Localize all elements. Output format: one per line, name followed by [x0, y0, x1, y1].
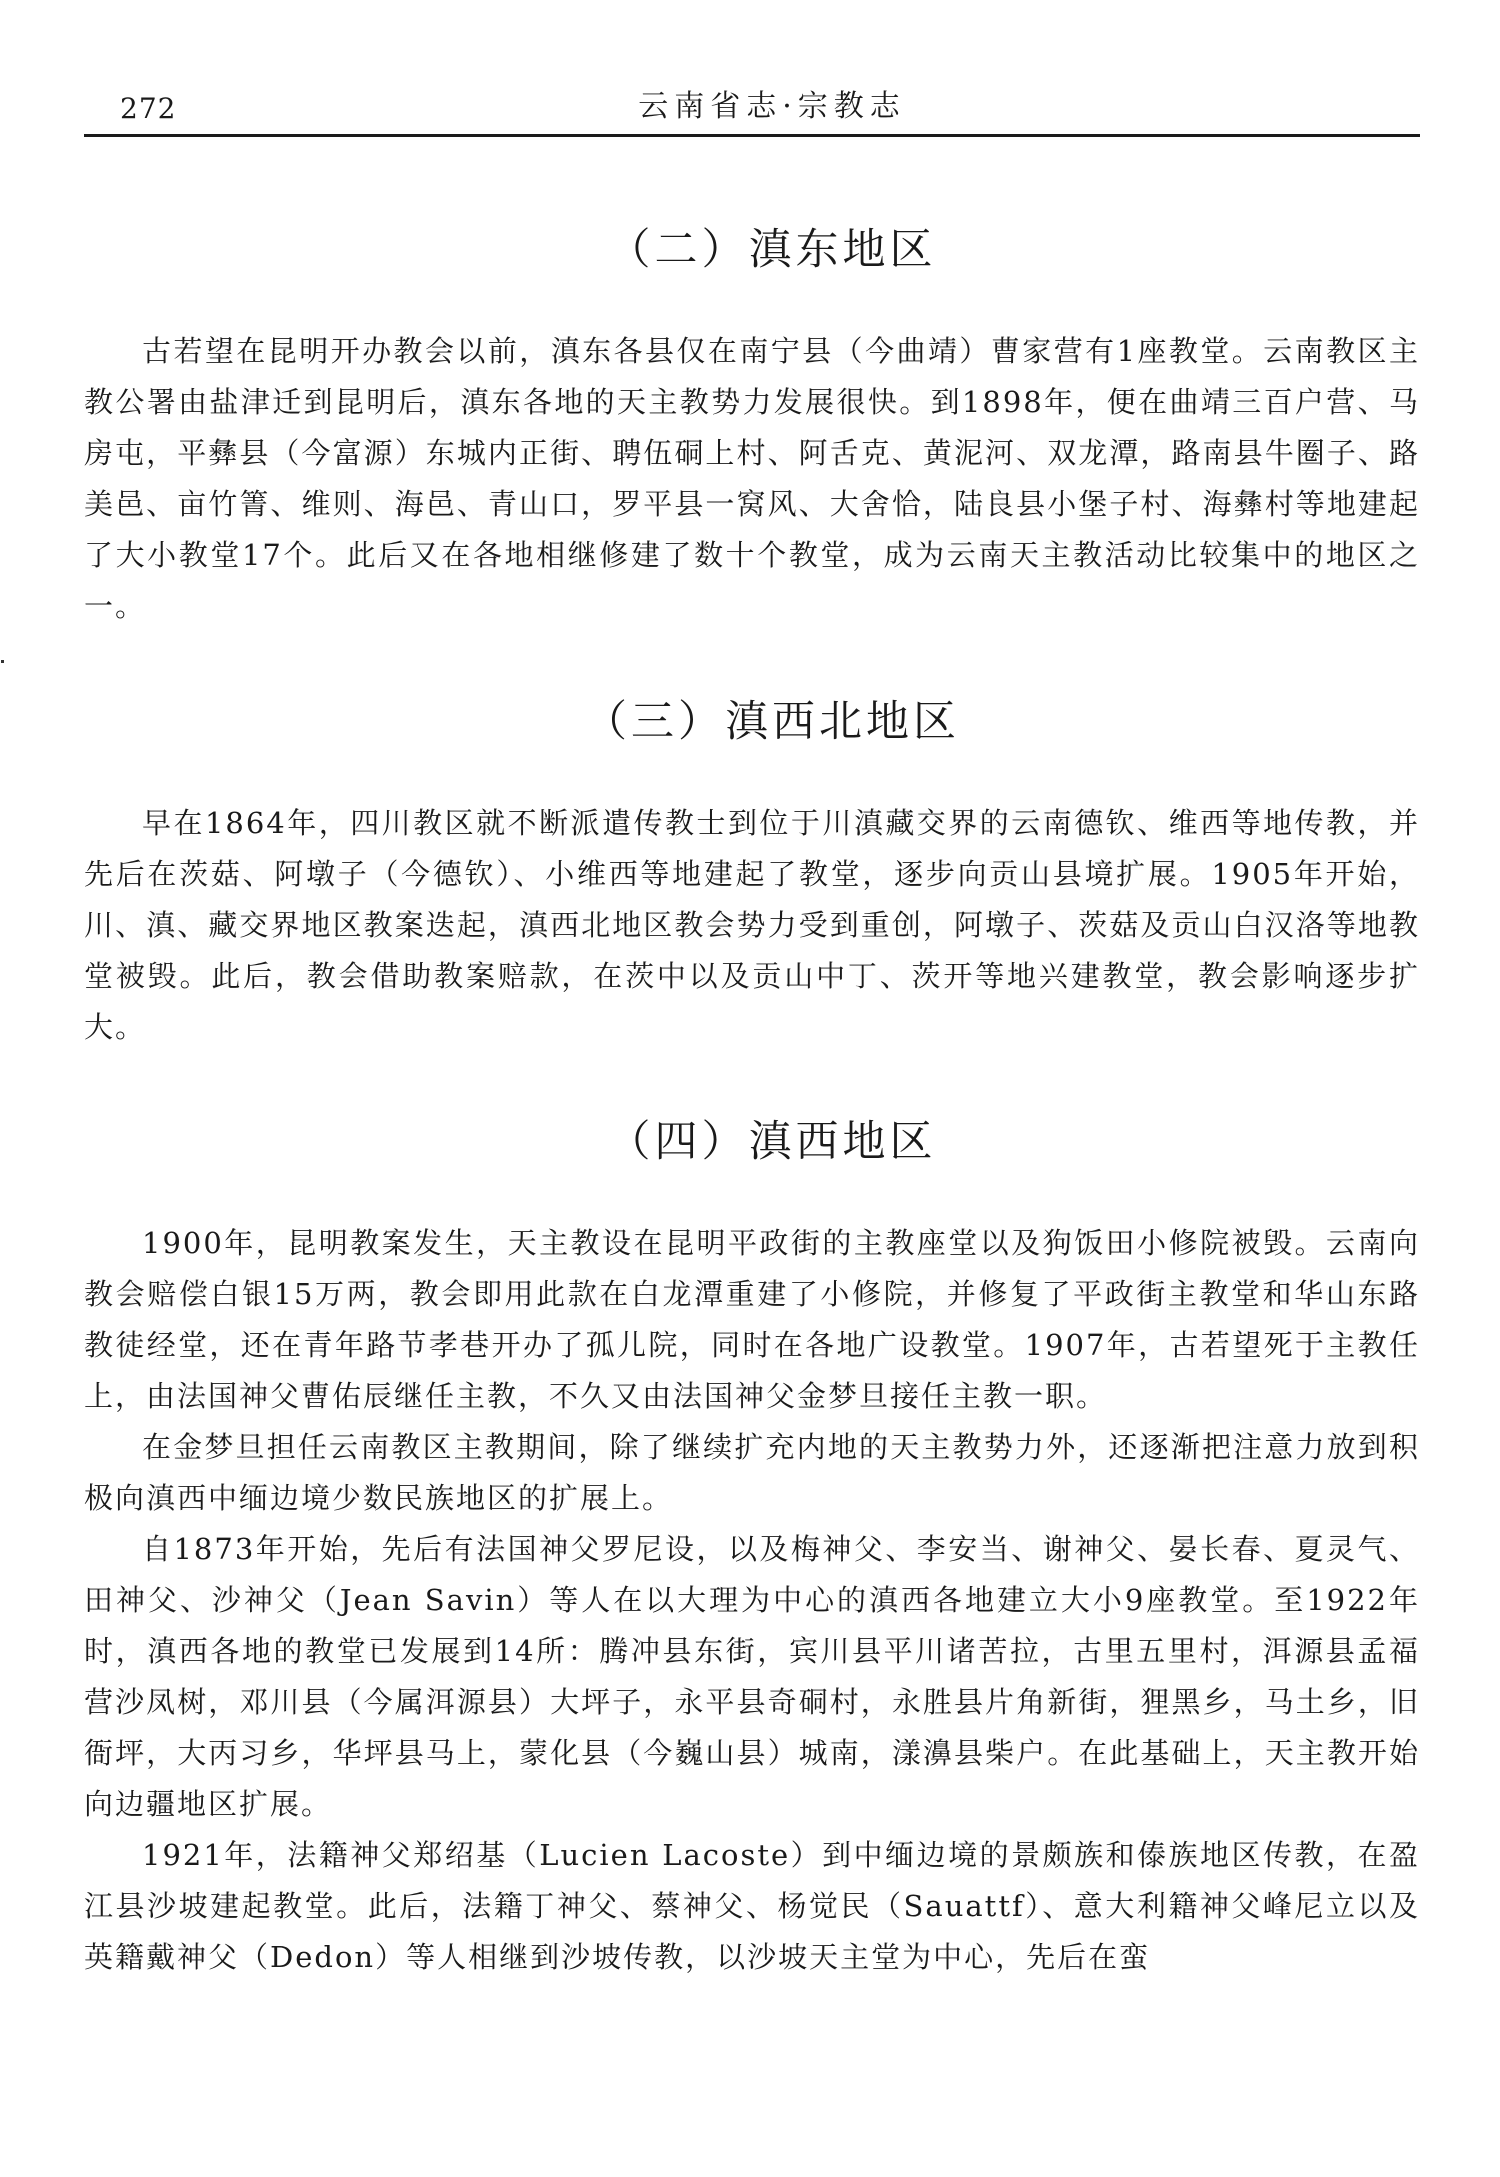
paragraph: 1900年，昆明教案发生，天主教设在昆明平政街的主教座堂以及狗饭田小修院被毁。云南向教会赔偿白银15万两，教会即用此款在白龙潭重建了小修院，并修复了平政街主教堂和华山东路教徒经堂，还在青年路节孝巷开办了孤儿院，同时在各地广设教堂。1907年，古若望死于主教任上，由法国神父曹佑辰继任主教，不久又由法国神父金梦旦接任主教一职。 — [84, 1226, 1420, 1413]
section-body-dian-xi — [84, 1218, 1420, 1983]
section-heading-dian-dong: （二）滇东地区 — [607, 225, 937, 275]
paragraph: 1921年，法籍神父郑绍基（Lucien Lacoste）到中缅边境的景颇族和傣族地区传教，在盈江县沙坡建起教堂。此后，法籍丁神父、蔡神父、杨觉民（Sauattf）、意大利籍神父峰尼立以及英籍戴神父（Dedon）等人相继到沙坡传教，以沙坡天主堂为中心，先后在蛮 — [84, 1838, 1420, 1974]
paragraph: 早在1864年，四川教区就不断派遣传教士到位于川滇藏交界的云南德钦、维西等地传教，并先后在茨菇、阿墩子（今德钦）、小维西等地建起了教堂，逐步向贡山县境扩展。1905年开始，川、滇、藏交界地区教案迭起，滇西北地区教会势力受到重创，阿墩子、茨菇及贡山白汉洛等地教堂被毁。此后，教会借助教案赔款，在茨中以及贡山中丁、茨开等地兴建教堂，教会影响逐步扩大。 — [84, 806, 1420, 1044]
section-body-dian-dong — [84, 326, 1420, 632]
paragraph: 在金梦旦担任云南教区主教期间，除了继续扩充内地的天主教势力外，还逐渐把注意力放到积极向滇西中缅边境少数民族地区的扩展上。 — [84, 1430, 1420, 1515]
page-header — [84, 84, 1420, 137]
section-body-dian-xibei — [84, 798, 1420, 1053]
section-heading-dian-xi: （四）滇西地区 — [607, 1117, 937, 1167]
section-heading-dian-xibei: （三）滇西北地区 — [584, 697, 960, 747]
paragraph: 自1873年开始，先后有法国神父罗尼设，以及梅神父、李安当、谢神父、晏长春、夏灵气、田神父、沙神父（Jean Savin）等人在以大理为中心的滇西各地建立大小9座教堂。至1922年时，滇西各地的教堂已发展到14所：腾冲县东街，宾川县平川诸苦拉，古里五里村，洱源县孟福营沙凤树，邓川县（今属洱源县）大坪子，永平县奇硐村，永胜县片角新街，狸黑乡，马土乡，旧衙坪，大丙习乡，华坪县马上，蒙化县（今巍山县）城南，漾濞县柴户。在此基础上，天主教开始向边疆地区扩展。 — [84, 1532, 1420, 1821]
scan-speck — [1, 660, 4, 663]
paragraph: 古若望在昆明开办教会以前，滇东各县仅在南宁县（今曲靖）曹家营有1座教堂。云南教区主教公署由盐津迁到昆明后，滇东各地的天主教势力发展很快。到1898年，便在曲靖三百户营、马房屯，平彝县（今富源）东城内正街、聘伍硐上村、阿舌克、黄泥河、双龙潭，路南县牛圈子、路美邑、亩竹箐、维则、海邑、青山口，罗平县一窝风、大舍恰，陆良县小堡子村、海彝村等地建起了大小教堂17个。此后又在各地相继修建了数十个教堂，成为云南天主教活动比较集中的地区之一。 — [84, 334, 1420, 623]
running-title: 云南省志·宗教志 — [638, 89, 906, 124]
page-number: 272 — [120, 92, 177, 125]
